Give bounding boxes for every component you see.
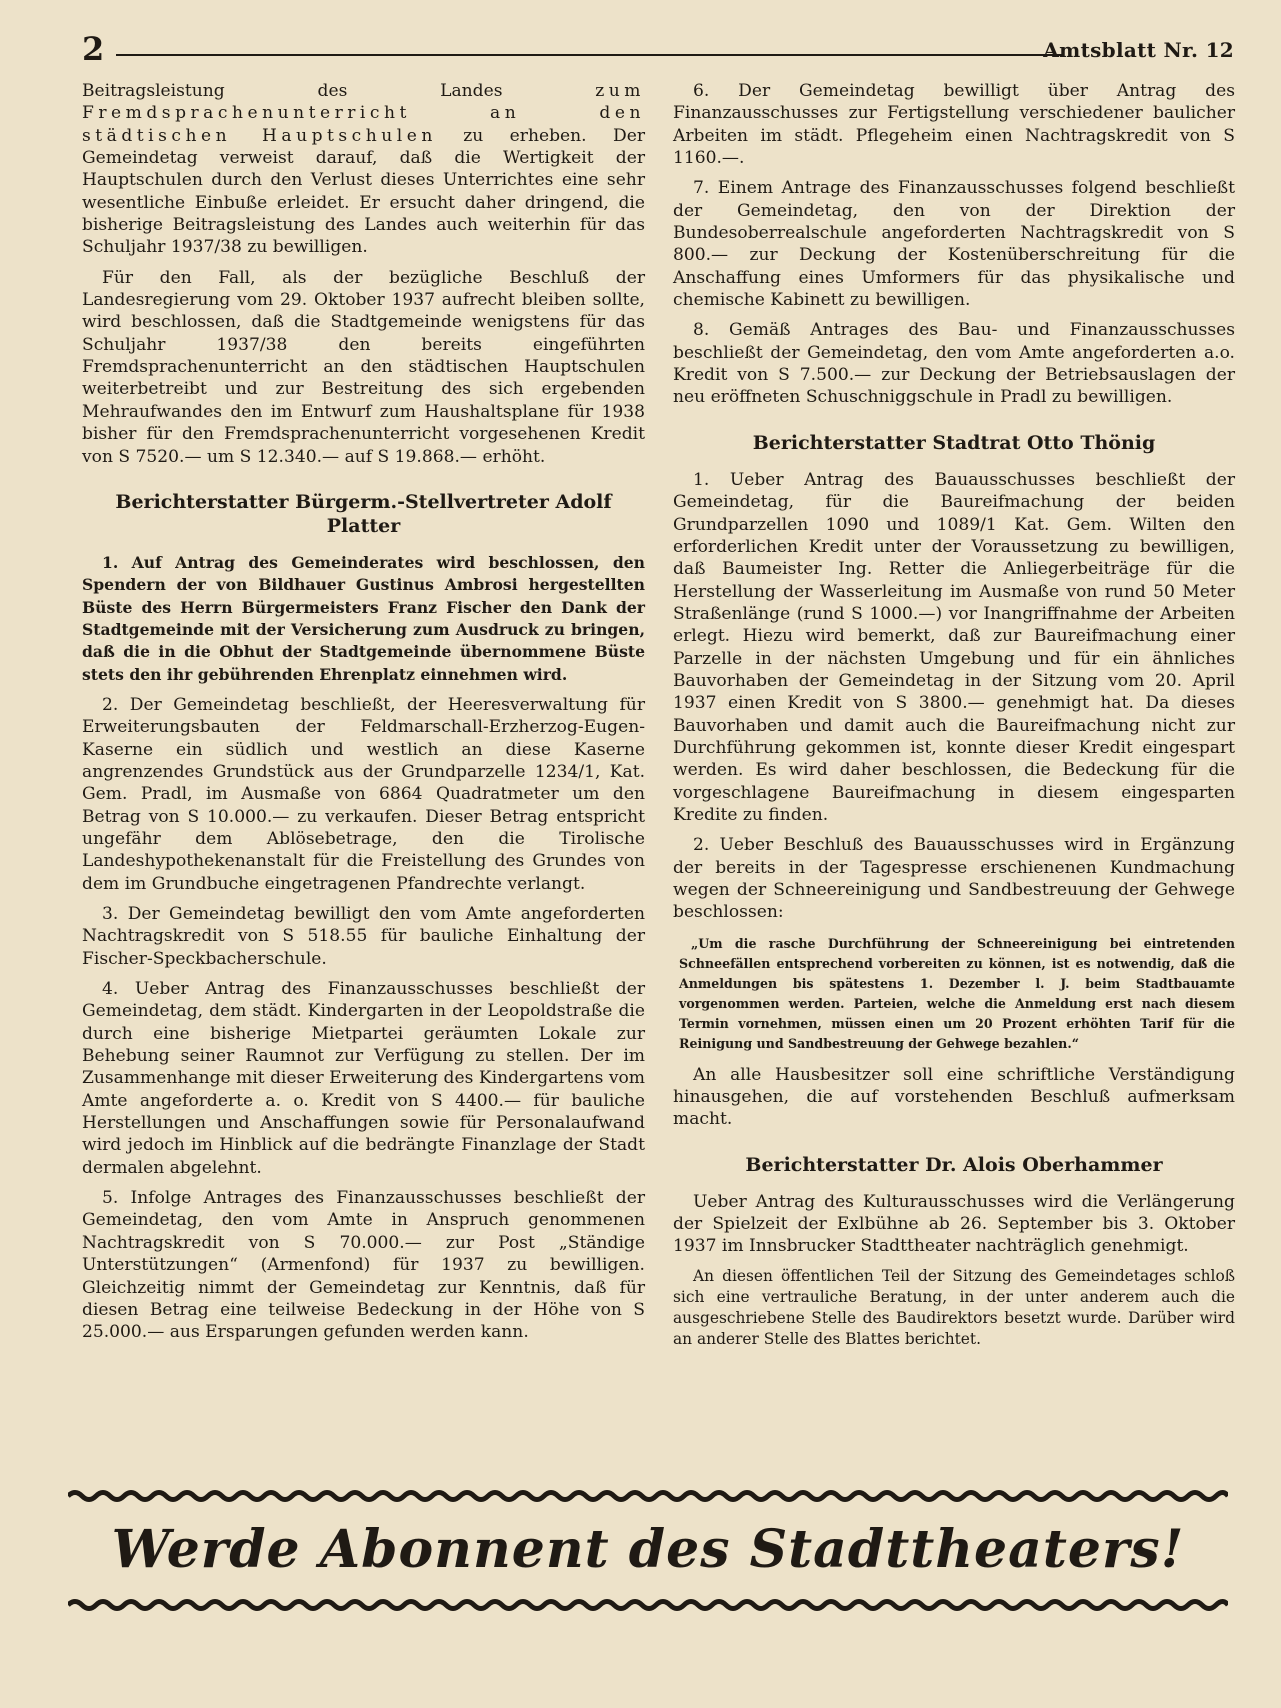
paragraph: Ueber Antrag des Kulturausschusses wird die Verlängerung der Spielzeit der Exlbühne ab 26. September bis 3. Oktober 1937 im Innsbrucker Stadttheater nachträglich genehmigt. [673,1191,1235,1257]
announcement-quote: „Um die rasche Durchführung der Schneereinigung bei eintretenden Schneefällen entsprechend vorbereiten zu können, ist es notwendig, daß die Anmeldungen bis spätestens 1. Dezember l. J. beim Stadtbauamte vorgenommen werden. Parteien, welche die Anmeldung erst nach diesem Termin vornehmen, müssen einen um 20 Prozent erhöhten Tarif für die Reinigung und Sandbestreuung der Gehwege bezahlen.“ [679,935,1235,1051]
left-column [82,80,645,1352]
closing-paragraph: An diesen öffentlichen Teil der Sitzung des Gemeindetages schloß sich eine vertrauliche Beratung, in der unter anderem auch die ausgeschriebene Stelle des Baudirektors besetzt wurde. Darüber wird an anderer Stelle des Blattes berichtet. [673,1266,1235,1348]
subscription-banner: Werde Abonnent des Stadttheaters! [111,1519,1185,1580]
publication-title: Amtsblatt Nr. 12 [1043,38,1234,62]
reporter-heading: Berichterstatter Dr. Alois Oberhammer [745,1153,1163,1176]
paragraph: Für den Fall, als der bezügliche Beschluß der Landesregierung vom 29. Oktober 1937 aufrecht bleiben sollte, wird beschlossen, daß die Stadtgemeinde wenigstens für das Schuljahr 1937/38 den bereits eingeführten Fremdsprachenunterricht an den städtischen Hauptschulen weiterbetreibt und zur Bestreitung des sich ergebenden Mehraufwandes den im Entwurf zum Haushaltsplane für 1938 bisher für den Fremdsprachenunterricht vorgesehenen Kredit von S 7520.— um S 12.340.— auf S 19.868.— erhöht. [82,267,645,467]
header-rule [116,54,1062,56]
right-column [673,80,1235,1358]
resolution-item: 7. Einem Antrage des Finanzausschusses folgend beschließt der Gemeindetag, den von der Direktion der Bundesoberrealschule angeforderten Nachtragskredit von S 800.— zur Deckung der Kostenüberschreitung für die Anschaffung eines Umformers für das physikalische und chemische Kabinett zu bewilligen. [673,178,1235,311]
wave-border-bottom [68,1597,1228,1613]
resolution-item: 3. Der Gemeindetag bewilligt den vom Amte angeforderten Nachtragskredit von S 518.55 für bauliche Einhaltung der Fischer-Speckbacherschule. [82,904,645,969]
wave-border-top [68,1488,1228,1504]
resolution-item: 4. Ueber Antrag des Finanzausschusses beschließt der Gemeindetag, dem städt. Kindergarten in der Leopoldstraße die durch eine bisherige Mietpartei geräumten Lokale zur Behebung seiner Raumnot zur Verfügung zu stellen. Der im Zusammenhange mit dieser Erweiterung des Kindergartens vom Amte angeforderte a. o. Kredit von S 4400.— für bauliche Herstellungen und Anschaffungen sowie für Personalaufwand wird jedoch im Hinblick auf die bedrängte Finanzlage der Stadt dermalen abgelehnt. [82,979,645,1178]
paragraph-continued [82,80,645,259]
page-number: 2 [82,30,105,68]
page-header [82,32,1234,68]
reporter-heading: Berichterstatter Bürgerm.-Stellvertreter Adolf Platter [115,490,612,537]
resolution-item: 8. Gemäß Antrages des Bau- und Finanzausschusses beschließt der Gemeindetag, den vom Amte angeforderten a.o. Kredit von S 7.500.— zur Deckung der Betriebsauslagen der neu eröffneten Schuschniggschule in Pradl zu bewilligen. [673,320,1235,408]
text-run: zu erheben. Der Gemeindetag verweist darauf, daß die Wertigkeit der Hauptschulen durch den Verlust dieses Unterrichtes eine sehr wesentliche Einbuße erleidet. Er ersucht daher dringend, die bisherige Beitragsleistung des Landes auch weiterhin für das Schuljahr 1937/38 zu bewilligen. [82,125,645,258]
spaced-text: zum Fremdsprachenunterricht an den städtischen Hauptschulen [82,81,645,146]
resolution-item: 5. Infolge Antrages des Finanzausschusses beschließt der Gemeindetag, den vom Amte in Anspruch genommenen Nachtragskredit von S 70.000.— zur Post „Ständige Unterstützungen“ (Armenfond) für 1937 zu bewilligen. Gleichzeitig nimmt der Gemeindetag zur Kenntnis, daß für diesen Betrag eine teilweise Bedeckung in der Höhe von S 25.000.— aus Ersparungen gefunden werden kann. [82,1188,645,1343]
reporter-heading: Berichterstatter Stadtrat Otto Thönig [752,431,1156,454]
resolution-item: 2. Der Gemeindetag beschließt, der Heeresverwaltung für Erweiterungsbauten der Feldmarschall-Erzherzog-Eugen-Kaserne ein südlich und westlich an diese Kaserne angrenzendes Grundstück aus der Grundparzelle 1234/1, Kat. Gem. Pradl, im Ausmaße von 6864 Quadratmeter um den Betrag von S 10.000.— zu verkaufen. Dieser Betrag entspricht ungefähr dem Ablösebetrage, den die Tirolische Landeshypothekenanstalt für die Freistellung des Grundes von dem im Grundbuche eingetragenen Pfandrechte verlangt. [82,694,645,894]
resolution-item: 6. Der Gemeindetag bewilligt über Antrag des Finanzausschusses zur Fertigstellung verschiedener baulicher Arbeiten im städt. Pflegeheim einen Nachtragskredit von S 1160.—. [673,81,1235,169]
paragraph: An alle Hausbesitzer soll eine schriftliche Verständigung hinausgehen, die auf vorstehenden Beschluß aufmerksam macht. [673,1064,1235,1130]
resolution-item: 1. Ueber Antrag des Bauausschusses beschließt der Gemeindetag, für die Baureifmachung der beiden Grundparzellen 1090 und 1089/1 Kat. Gem. Wilten den erforderlichen Kredit unter der Voraussetzung zu bewilligen, daß Baumeister Ing. Retter die Anliegerbeiträge für die Herstellung der Wasserleitung im Ausmaße von rund 50 Meter Straßenlänge (rund S 1000.—) vor Inangriffnahme der Arbeiten erlegt. Hiezu wird bemerkt, daß zur Baureifmachung einer Parzelle in der nächsten Umgebung und für ein ähnliches Bauvorhaben der Gemeindetag in der Sitzung vom 20. April 1937 einen Kredit von S 3800.— genehmigt hat. Da dieses Bauvorhaben und damit auch die Baureifmachung nicht zur Durchführung gekommen ist, konnte dieser Kredit eingespart werden. Es wird daher beschlossen, die Bedeckung für die vorgeschlagene Baureifmachung in diesem eingesparten Kredite zu finden. [673,469,1235,825]
text-run: Beitragsleistung des Landes [82,81,596,101]
resolution-item: 1. Auf Antrag des Gemeinderates wird beschlossen, den Spendern der von Bildhauer Gustinus Ambrosi hergestellten Büste des Herrn Bürgermeisters Franz Fischer den Dank der Stadtgemeinde mit der Versicherung zum Ausdruck zu bringen, daß die in die Obhut der Stadtgemeinde übernommene Büste stets den ihr gebührenden Ehrenplatz einnehmen wird. [82,552,645,684]
resolution-item: 2. Ueber Beschluß des Bauausschusses wird in Ergänzung der bereits in der Tagespresse erschienenen Kundmachung wegen der Schneereinigung und Sandbestreuung der Gehwege beschlossen: [673,835,1235,923]
